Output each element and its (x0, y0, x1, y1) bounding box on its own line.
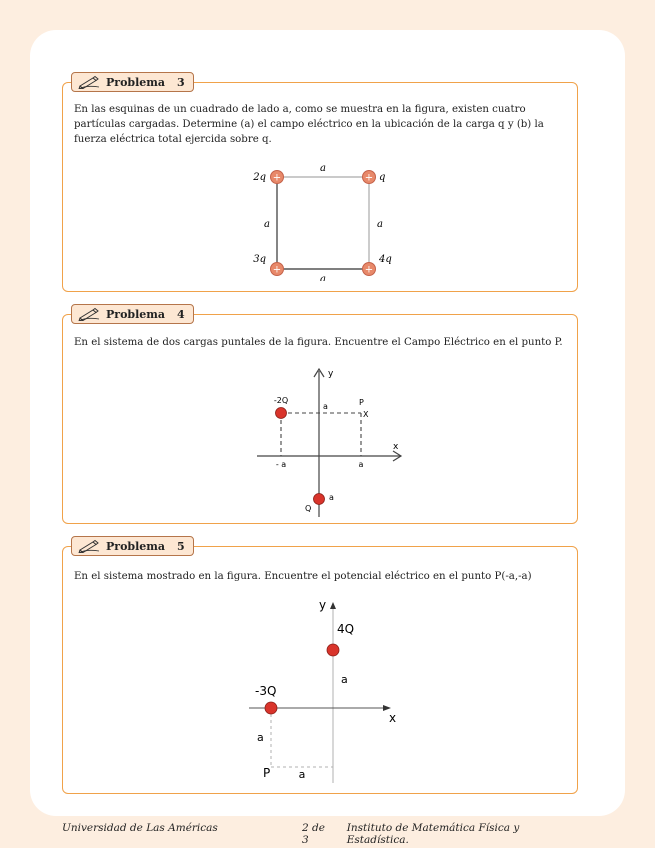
problem-5-figure (243, 595, 423, 789)
charge-bottom-right (363, 263, 376, 276)
svg-text:+: + (364, 264, 374, 276)
charge-minus-3q (265, 702, 277, 714)
problem-4-label: Problema (106, 307, 166, 321)
label-q: q (379, 172, 386, 183)
problem-5-box (62, 539, 578, 794)
footer-right (302, 822, 583, 846)
label-minus-3q: -3Q (255, 684, 277, 698)
axis-label-x: x (389, 711, 397, 725)
y-axis-arrow (330, 602, 336, 609)
problem-4-tag (71, 304, 194, 324)
charge-top-right (363, 171, 376, 184)
label-4q: 4Q (337, 622, 355, 636)
footer-page-number: 2 de 3 (302, 822, 325, 846)
problem-5-statement: En el sistema mostrado en la figura. Encuentre el potencial eléctrico en el punto P(-a,-a) (74, 571, 532, 582)
label-point-p: P (263, 766, 271, 780)
problem-5-number: 5 (177, 539, 185, 553)
problem-5-tag (71, 536, 194, 556)
problem-3-number: 3 (177, 75, 185, 89)
pencil-icon (78, 75, 100, 89)
problem-3-tag (71, 72, 194, 92)
label-3q: 3q (253, 254, 266, 265)
label-2q: 2q (253, 172, 266, 183)
label-dist-vertical-top: a (341, 673, 348, 686)
tick-a: a (358, 460, 364, 469)
problem-3-figure (243, 161, 403, 281)
pencil-icon (78, 307, 100, 321)
label-dist-bottom: a (329, 493, 334, 502)
tick-minus-a: - a (275, 460, 287, 469)
problem-3-statement: En las esquinas de un cuadrado de lado a, como se muestra en la figura, existen cuatro partículas cargadas. Determine (a) el campo eléctrico en la ubicación de la carga q y (b) la fuerza eléctrica total ejercida sobre q. (74, 104, 544, 145)
svg-text:+: + (272, 172, 282, 184)
label-dist-top: a (323, 402, 328, 411)
charge-minus-2q (276, 408, 287, 419)
axis-label-y: y (328, 369, 334, 379)
charge-4q (327, 644, 339, 656)
side-label-left: a (264, 219, 270, 230)
problem-3-box (62, 75, 578, 292)
problem-4-number: 4 (177, 307, 185, 321)
axis-label-x: x (393, 442, 399, 452)
label-q: Q (305, 504, 312, 513)
svg-text:+: + (272, 264, 282, 276)
pencil-icon (78, 539, 100, 553)
footer-institute: Instituto de Matemática Física y Estadística. (346, 822, 520, 846)
side-label-bottom: a (320, 274, 326, 281)
label-point-p: P (359, 398, 364, 407)
footer-university: Universidad de Las Américas (62, 822, 218, 834)
label-dist-vertical-left: a (257, 731, 264, 744)
problem-3-label: Problema (106, 75, 166, 89)
problem-4-statement: En el sistema de dos cargas puntales de la figura. Encuentre el Campo Eléctrico en el punto P. (74, 337, 563, 348)
label-dist-horizontal: a (298, 768, 306, 781)
svg-text:+: + (364, 172, 374, 184)
side-label-right: a (377, 219, 383, 230)
charge-top-left (271, 171, 284, 184)
label-4q: 4q (379, 254, 392, 265)
charge-bottom-left (271, 263, 284, 276)
problem-5-label: Problema (106, 539, 166, 553)
problem-4-box (62, 307, 578, 524)
side-label-top: a (320, 163, 326, 174)
problem-4-figure (253, 365, 413, 520)
charge-q (314, 494, 325, 505)
label-minus-2q: -2Q (273, 396, 289, 405)
point-p-mark: X (363, 410, 369, 419)
axis-label-y: y (319, 598, 327, 612)
